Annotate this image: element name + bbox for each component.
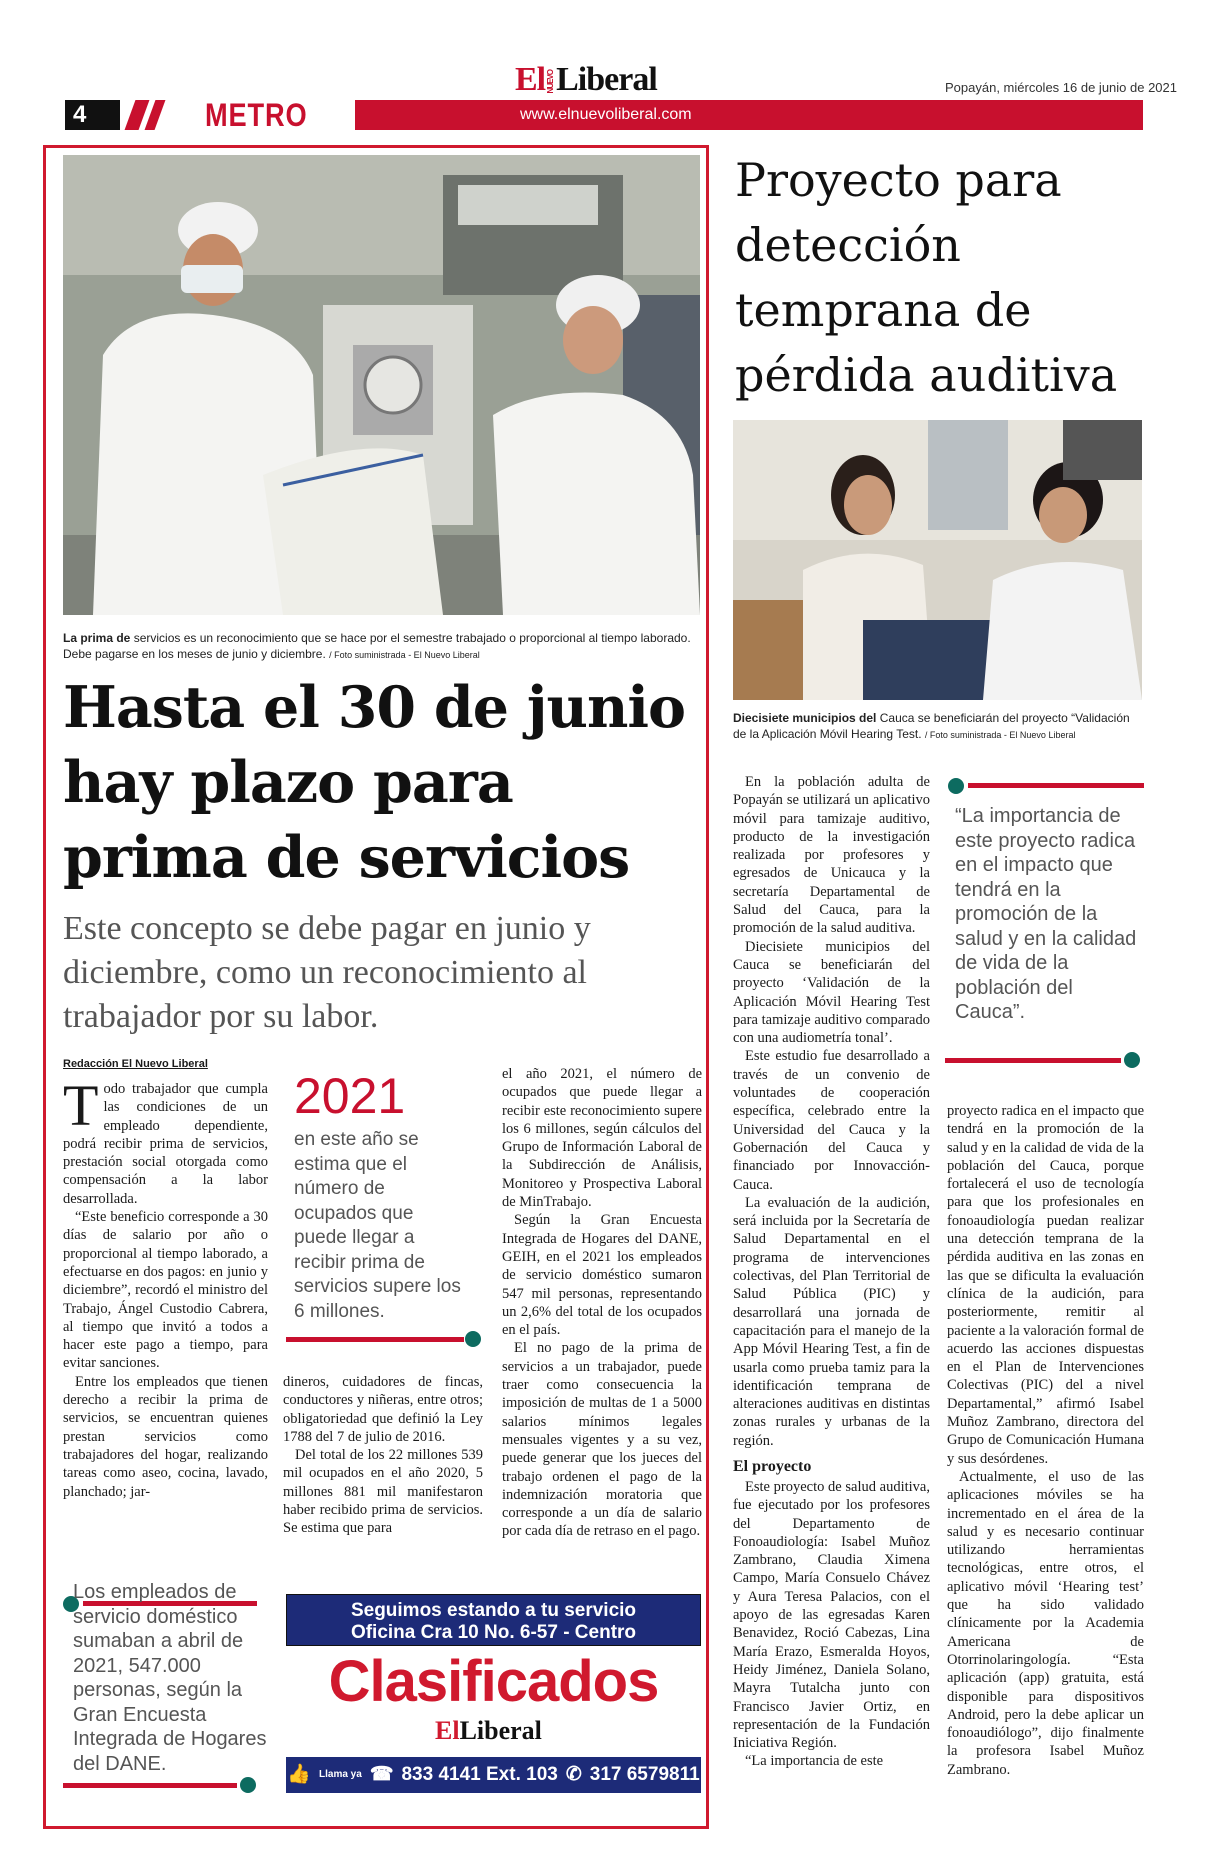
article2-column-1: En la población adulta de Popayán se utilizará un aplicativo móvil para tamizaje auditivo, producto de la investigación realizada por profesores y egresados de Unicauca y la secretaría Departamental de Salud del Cauca, para la promoción de la salud auditiva. Diecisiete municipios del Cauca se beneficiarán del proyecto ‘Validación de la Aplicación Móvil Hearing Test para tamizaje auditivo comparado con una audiometría tonal’. Este estudio fue desarrollado a través de un convenio de voluntades de cooperación específica, celebrado entre la Universidad del Cauca y la Gobernación del Cauca y financiado por Innovacción-Cauca. La evaluación de la audición, será incluida por la Secretaría de Salud Departamental en el programa de intervenciones colectivas, del Plan Territorial de Salud Pública (PIC) y desarrollará una jornada de capacitación para el manejo de la App Móvil Hearing Test, a fin de usarla como prueba tamiz para la identificación temprana de alteraciones auditivas en distintas zonas rurales y urbanas de la región. El proyecto Este proyecto de salud auditiva, fue ejecutado por los profesores del Departamento de Fonoaudiología: Isabel Muñoz Zambrano, Claudia Ximena Campo, María Consuelo Chávez y Aura Teresa Palacios, con el apoyo de las egresadas Karen Benavidez, Roció Cabezas, Lina María Erazo, Esmeralda Hoyos, Heidy Jiménez, Daniela Solano, Mayra Tutalcha junto con Francisco Javier Ortiz, en representación de la Fundación Iniciativa Región. “La importancia de este (733, 774, 930, 1770)
page-number: 4 (73, 101, 87, 128)
quote-divider (968, 783, 1144, 788)
newspaper-logo: ElNUEVOLiberal (515, 61, 657, 98)
project-quote: “La importancia de este proyecto radica en el impacto que tendrá en la promoción de la salud y en la calidad de vida de la población del Cauca”. (955, 805, 1137, 1023)
website-url[interactable]: www.elnuevoliberal.com (520, 106, 692, 123)
article1-column-2: dineros, cuidadores de fincas, conductores y niñeras, entre otros; obligatoriedad que definió la Ley 1788 del 7 de julio de 2016. Del total de los 22 millones 539 mil ocupados en el año 2020, 5 millones 881 mil manifestaron haber recibido prima de servicios. Se estima que para (283, 1374, 483, 1537)
quote-divider (63, 1783, 237, 1788)
dateline: Popayán, miércoles 16 de junio de 2021 (945, 80, 1177, 95)
header-red-bar (355, 100, 1143, 130)
photo2-caption: Diecisiete municipios del Cauca se beneficiarán del proyecto “Validación de la Aplicación Móvil Hearing Test. / Foto suministrada - El Nuevo Liberal (733, 711, 1130, 741)
article2-headline: Proyecto para detección temprana de pérdida auditiva (735, 153, 1118, 402)
stat-divider (286, 1337, 464, 1342)
subheading: El proyecto (733, 1457, 812, 1475)
drop-cap: T (63, 1073, 99, 1138)
stat-text: en este año se estima que el número de ocupados que puede llegar a recibir prima de servicios supere los 6 millones. (294, 1129, 461, 1322)
phone-icon: ☎ (369, 1764, 394, 1785)
article1-column-3: el año 2021, el número de ocupados que puede llegar a recibir este reconocimiento supere los 6 millones, según cálculos del Grupo de Información Laboral de la Subdirección de Análisis, Monitoreo y Prospectiva Laboral de MinTrabajo. Según la Gran Encuesta Integrada de Hogares del DANE, GEIH, en el 2021 los empleados de servicio doméstico sumaron 547 mil personas, representando un 2,6% del total de los ocupados en el país. El no pago de la prima de servicios a un trabajador, puede traer como consecuencia la imposición de multas de 1 a 5000 salarios mínimos legales mensuales vigentes y a su vez, puede generar que los jueces del trabajo ordenen el pago de la indemnización moratoria que corresponde a un día de salario por cada día de retraso en el pago. (502, 1066, 702, 1540)
teal-dot (948, 778, 964, 794)
thumbs-up-icon: 👍 (287, 1764, 311, 1785)
article2-column-2: proyecto radica en el impacto que tendrá en la promoción de la salud y en la calidad de vida de la población del Cauca, porque fortalecerá el uso de tecnología para que los profesionales en fonoaudiología puedan realizar una detección temprana de la pérdida auditiva en las zonas en las que se dificulta la evaluación clínica de la audición, para posteriormente, remitir al paciente a la valoración formal de acuerdo las acciones dispuestas en el Plan de Intervenciones Colectivas (PIC) del a nivel Departamental,” afirmó Isabel Muñoz Zambrano, directora del Grupo de Comunicación Humana y sus desórdenes. Actualmente, el uso de las aplicaciones móviles se ha incrementado en el área de la salud y es necesario continuar utilizando herramientas tecnológicas, entre otros, el aplicativo móvil ‘Hearing test’ que ha sido validado clínicamente por la Academia Americana de Otorrinolaringología. “Esta aplicación (app) gratuita, está disponible para dispositivos Android, pero la debe aplicar un fonoaudiólogo”, dijo finalmente la profesora Isabel Muñoz Zambrano. (947, 1103, 1144, 1778)
article1-headline: Hasta el 30 de junio hay plazo para prima de servicios (63, 674, 686, 891)
teal-dot (240, 1777, 256, 1793)
classifieds-title: Clasificados (328, 1649, 659, 1714)
pull-quote: Los empleados de servicio doméstico sumaban a abril de 2021, 547.000 personas, según la Gran Encuesta Integrada de Hogares del DANE. (73, 1581, 267, 1775)
ad-contact-bar: 👍 Llama ya ☎ 833 4141 Ext. 103 ✆ 317 6579811 (286, 1757, 701, 1793)
stat-number: 2021 (294, 1068, 406, 1124)
ad-service-banner: Seguimos estando a tu servicio Oficina Cra 10 No. 6-57 - Centro (286, 1594, 701, 1646)
article1-subhead: Este concepto se debe pagar en junio y diciembre, como un reconocimiento al trabajador por su labor. (63, 910, 591, 1035)
whatsapp-number[interactable]: 317 6579811 (589, 1764, 700, 1785)
article1-column-1: Todo trabajador que cumpla las condiciones de un empleado dependiente, podrá recibir prima de servicios, prestación social otorgada como compensación a la labor desarrollada. “Este beneficio corresponde a 30 días de salario por año o proporcional al tiempo laborado, a efectuarse en dos pagos: en junio y diciembre”, recordó el ministro del Trabajo, Ángel Custodio Cabrera, al tiempo que invitó a todos a hacer este pago a tiempo, para evitar sanciones. Entre los empleados que tienen derecho a recibir la prima de servicios, se encuentran quienes prestan servicios como trabajadores del hogar, realizando tareas como aseo, cocina, lavado, planchado; jar- (63, 1073, 268, 1500)
teal-dot (1124, 1052, 1140, 1068)
factory-workers-photo (63, 155, 700, 615)
section-title: METRO (205, 97, 308, 133)
phone-number[interactable]: 833 4141 Ext. 103 (401, 1764, 558, 1785)
byline: Redacción El Nuevo Liberal (63, 1058, 208, 1070)
teal-dot (465, 1331, 481, 1347)
photo1-caption: La prima de servicios es un reconocimiento que se hace por el semestre trabajado o proporcional al tiempo laborado. Debe pagarse en los meses de junio y diciembre. / Foto suministrada - El Nuevo Liberal (63, 631, 691, 661)
classifieds-logo: ElLiberal (435, 1716, 542, 1745)
hearing-test-photo (733, 420, 1142, 700)
quote-divider (945, 1058, 1121, 1063)
whatsapp-icon: ✆ (565, 1764, 582, 1785)
